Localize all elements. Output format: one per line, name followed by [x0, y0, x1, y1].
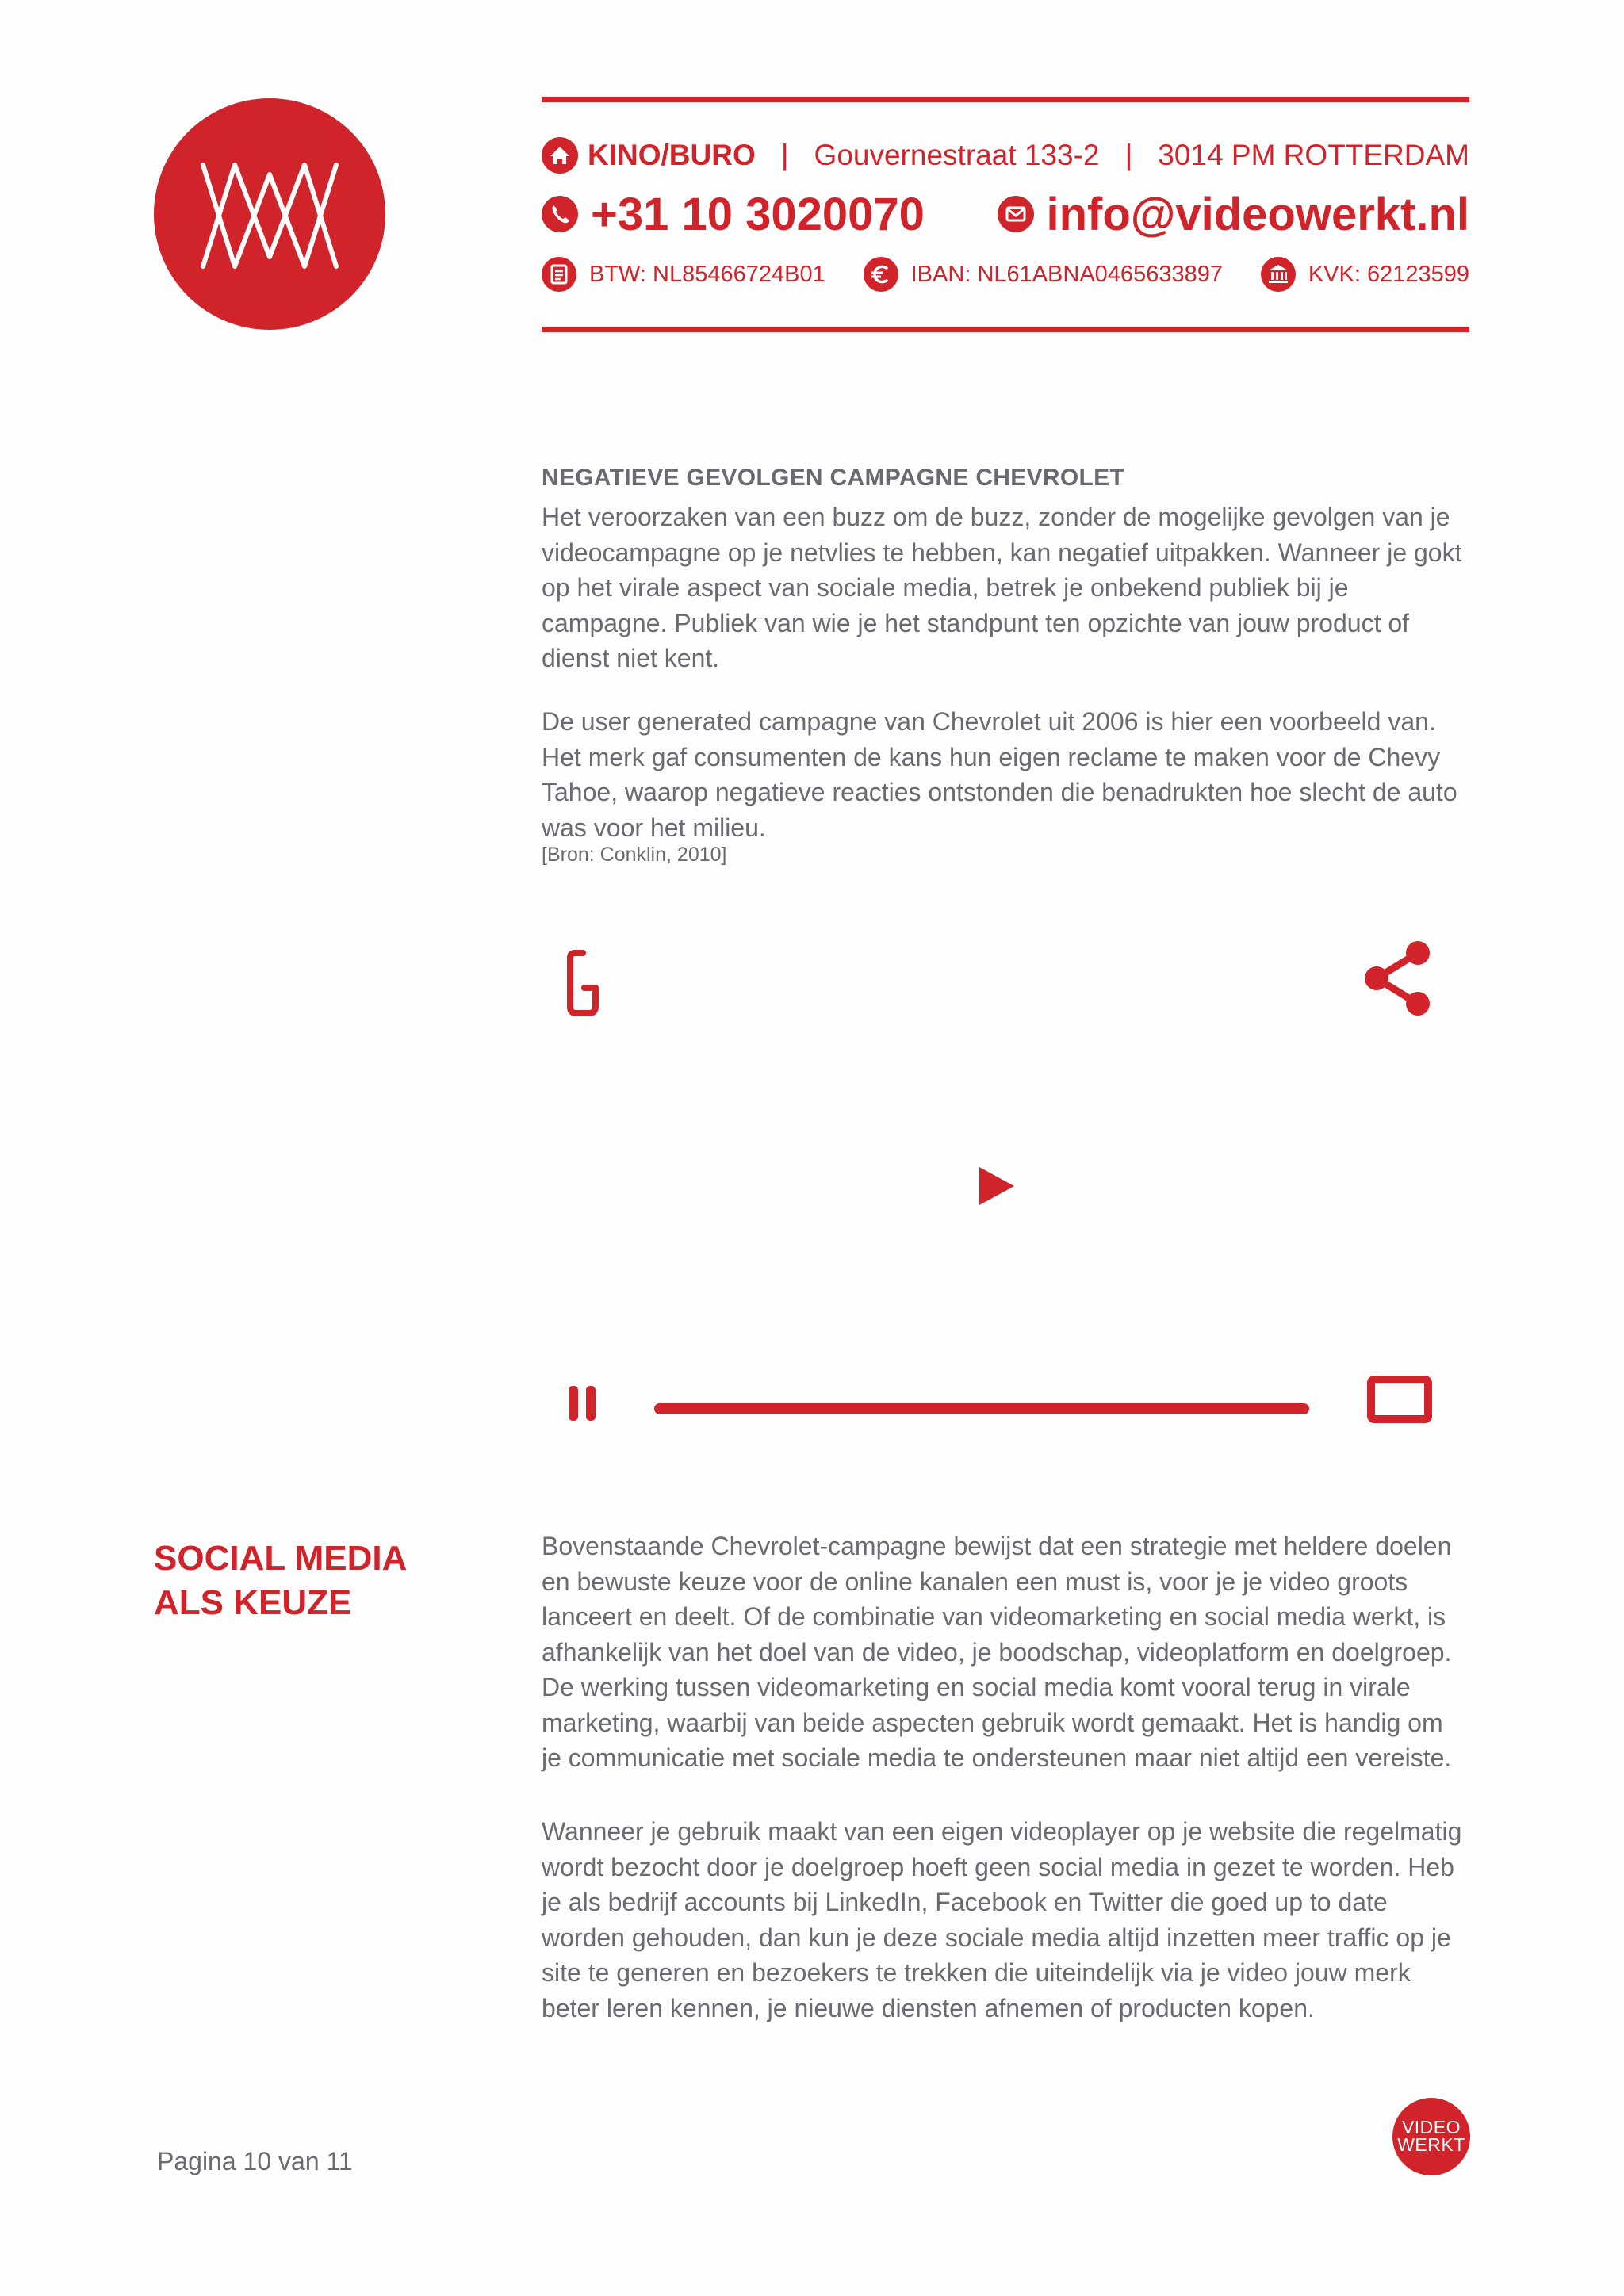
- phone-number[interactable]: +31 10 3020070: [591, 188, 925, 240]
- separator: |: [780, 139, 789, 171]
- paragraph-3: Bovenstaande Chevrolet-campagne bewijst dat een strategie met heldere doelen en bewuste keuze voor de online kanalen een must is, voor je je video groots lanceert en deelt. Of de combinatie van videomarketing en social media werkt, is afhankelijk van het doel van de video, je boodschap, videoplatform en doelgroep. De werking tussen videomarketing en social media komt vooral terug in virale marketing, waarbij van beide aspecten gebruik wordt gemaakt. Het is handig om je communicatie met sociale media te ondersteunen maar niet altijd een vereiste.: [542, 1532, 1452, 1772]
- video-player[interactable]: [542, 920, 1469, 1459]
- mail-icon: [998, 196, 1034, 232]
- euro-icon: [864, 257, 898, 292]
- paragraph-1: Het veroorzaken van een buzz om de buzz, zonder de mogelijke gevolgen van je videocampagne op je netvlies te hebben, kan negatief uitpakken. Wanneer je gokt op het virale aspect van sociale media, betrek je onbekend publiek bij je campagne. Publiek van wie je het standpunt ten opzichte van jouw product of dienst niet kent.: [542, 503, 1462, 672]
- company-name: KINO/BURO: [588, 139, 756, 171]
- section-title: NEGATIEVE GEVOLGEN CAMPAGNE CHEVROLET: [542, 465, 1125, 491]
- bank-icon: [1261, 257, 1296, 292]
- fullscreen-icon[interactable]: [1366, 1373, 1433, 1425]
- street-address: Gouvernestraat 133-2: [814, 139, 1100, 171]
- play-icon[interactable]: [973, 1162, 1021, 1210]
- progress-bar[interactable]: [654, 1403, 1309, 1414]
- vw-monogram-icon: [154, 98, 385, 330]
- city-address: 3014 PM ROTTERDAM: [1158, 139, 1469, 171]
- footer-logo-line-1: VIDEO: [1401, 2117, 1461, 2137]
- header-bottom-rule: [542, 327, 1469, 332]
- paragraph-4: Wanneer je gebruik maakt van een eigen videoplayer op je website die regelmatig wordt bezocht door je doelgroep hoeft geen social media in gezet te worden. Heb je als bedrijf accounts bij LinkedIn, Facebook en Twitter die goed up to date worden gehouden, dan kun je deze sociale media altijd inzetten meer traffic op je site te generen en bezoekers te trekken die uiteindelijk via je video jouw merk beter leren kennen, je nieuwe diensten afnemen of producten kopen.: [542, 1817, 1462, 2022]
- document-icon: [542, 257, 576, 292]
- footer-logo-line-2: WERKT: [1397, 2134, 1465, 2155]
- separator: |: [1124, 139, 1133, 171]
- footer-logo: [1392, 2098, 1470, 2175]
- email-address[interactable]: info@videowerkt.nl: [1046, 188, 1469, 240]
- kvk-number: KVK: 62123599: [1308, 261, 1469, 287]
- fiscal-row: [542, 255, 1469, 293]
- header-top-rule: [542, 97, 1469, 102]
- address-row: [542, 135, 1469, 176]
- source-citation: [Bron: Conklin, 2010]: [542, 844, 727, 866]
- side-heading-line-2: ALS KEUZE: [154, 1583, 352, 1622]
- paragraph-2: De user generated campagne van Chevrolet uit 2006 is hier een voorbeeld van. Het merk gaf consumenten de kans hun eigen reclame te maken voor de Chevy Tahoe, waarop negatieve reacties ontstonden die benadrukten hoe slecht de auto was voor het milieu.: [542, 707, 1457, 842]
- side-heading-line-1: SOCIAL MEDIA: [154, 1539, 408, 1578]
- side-heading: [154, 1536, 407, 1625]
- link-icon[interactable]: [565, 947, 600, 1020]
- btw-number: BTW: NL85466724B01: [589, 261, 825, 287]
- phone-icon: [542, 196, 578, 232]
- pause-icon[interactable]: [565, 1381, 600, 1425]
- home-icon: [542, 137, 578, 174]
- contact-row: [542, 186, 1469, 243]
- share-icon[interactable]: [1362, 939, 1434, 1018]
- company-logo: [154, 98, 385, 330]
- page-number: Pagina 10 van 11: [157, 2147, 353, 2175]
- iban-number: IBAN: NL61ABNA0465633897: [910, 261, 1223, 287]
